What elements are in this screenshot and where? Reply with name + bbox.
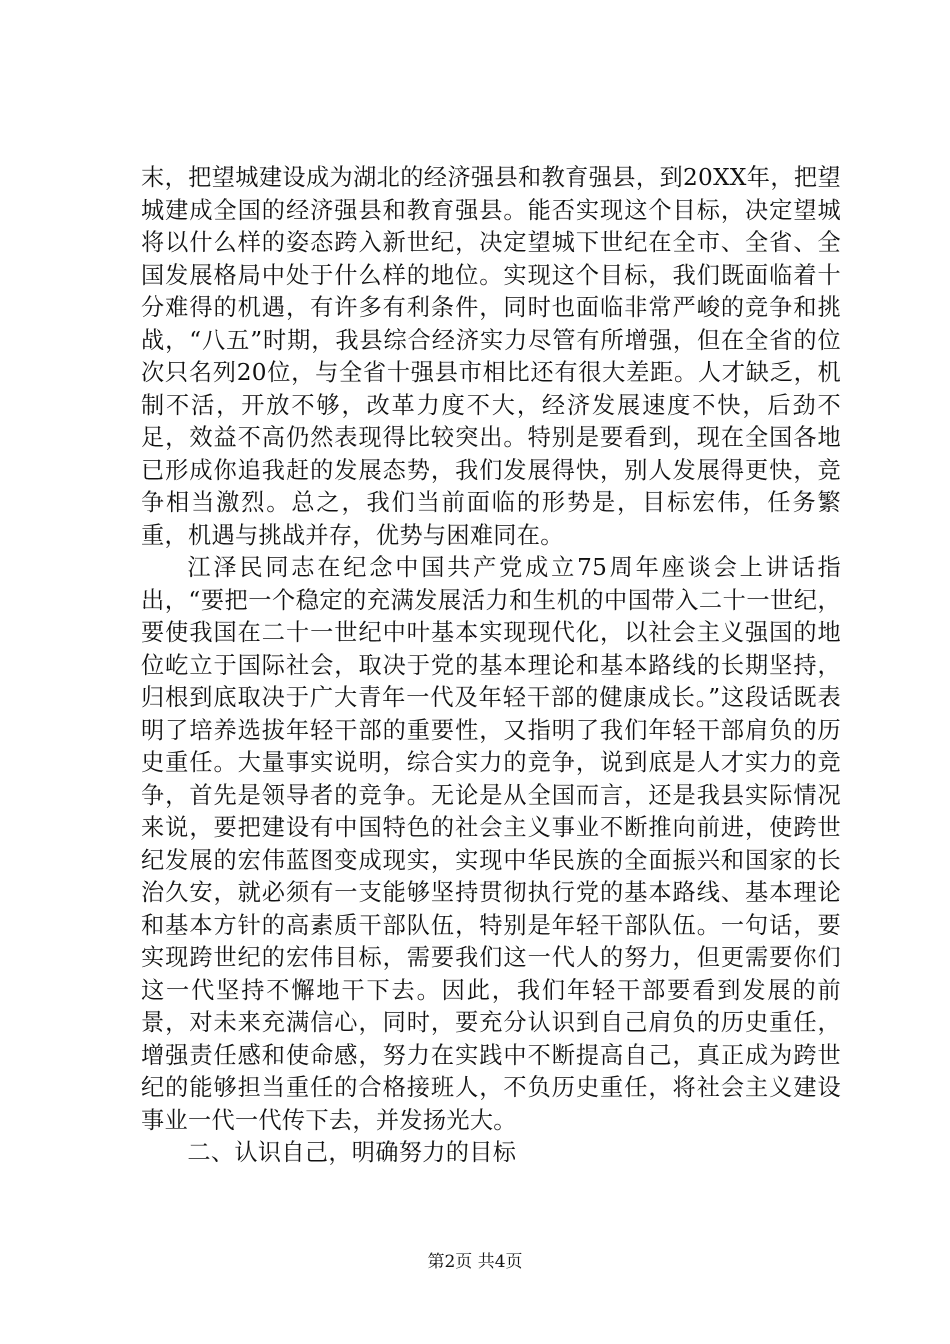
paragraph-quote: 江泽民同志在纪念中国共产党成立75周年座谈会上讲话指出，“要把一个稳定的充满发展活力和生机的中国带入二十一世纪，要使我国在二十一世纪中叶基本实现现代化，以社会主义强国的地位屹立于国际社会，取决于党的基本理论和基本路线的长期坚持，归根到底取决于广大青年一代及年轻干部的健康成长。”这段话既表明了培养选拔年轻干部的重要性，又指明了我们年轻干部肩负的历史重任。大量事实说明，综合实力的竞争，说到底是人才实力的竞争，首先是领导者的竞争。无论是从全国而言，还是我县实际情况来说，要把建设有中国特色的社会主义事业不断推向前进，使跨世纪发展的宏伟蓝图变成现实，实现中华民族的全面振兴和国家的长治久安，就必须有一支能够坚持贯彻执行党的基本路线、基本理论和基本方针的高素质干部队伍，特别是年轻干部队伍。一句话，要实现跨世纪的宏伟目标，需要我们这一代人的努力，但更需要你们这一代坚持不懈地干下去。因此，我们年轻干部要看到发展的前景，对未来充满信心，同时，要充分认识到自己肩负的历史重任，增强责任感和使命感，努力在实践中不断提高自己，真正成为跨世纪的能够担当重任的合格接班人，不负历史重任，将社会主义建设事业一代一代传下去，并发扬光大。: [141, 554, 841, 1134]
paragraph-continued: 末，把望城建设成为湖北的经济强县和教育强县，到20XX年，把望城建成全国的经济强县和教育强县。能否实现这个目标，决定望城将以什么样的姿态跨入新世纪，决定望城下世纪在全市、全省、全国发展格局中处于什么样的地位。实现这个目标，我们既面临着十分难得的机遇，有许多有利条件，同时也面临非常严峻的竞争和挑战，“八五”时期，我县综合经济实力尽管有所增强，但在全省的位次只名列20位，与全省十强县市相比还有很大差距。人才缺乏，机制不活，开放不够，改革力度不大，经济发展速度不快，后劲不足，效益不高仍然表现得比较突出。特别是要看到，现在全国各地已形成你追我赶的发展态势，我们发展得快，别人发展得更快，竞争相当激烈。总之，我们当前面临的形势是，目标宏伟，任务繁重，机遇与挑战并存，优势与困难同在。: [141, 164, 841, 549]
page-number-footer: 第2页 共4页: [427, 1252, 523, 1272]
document-body: [141, 162, 841, 1170]
section-heading: 二、认识自己，明确努力的目标: [187, 1139, 517, 1166]
